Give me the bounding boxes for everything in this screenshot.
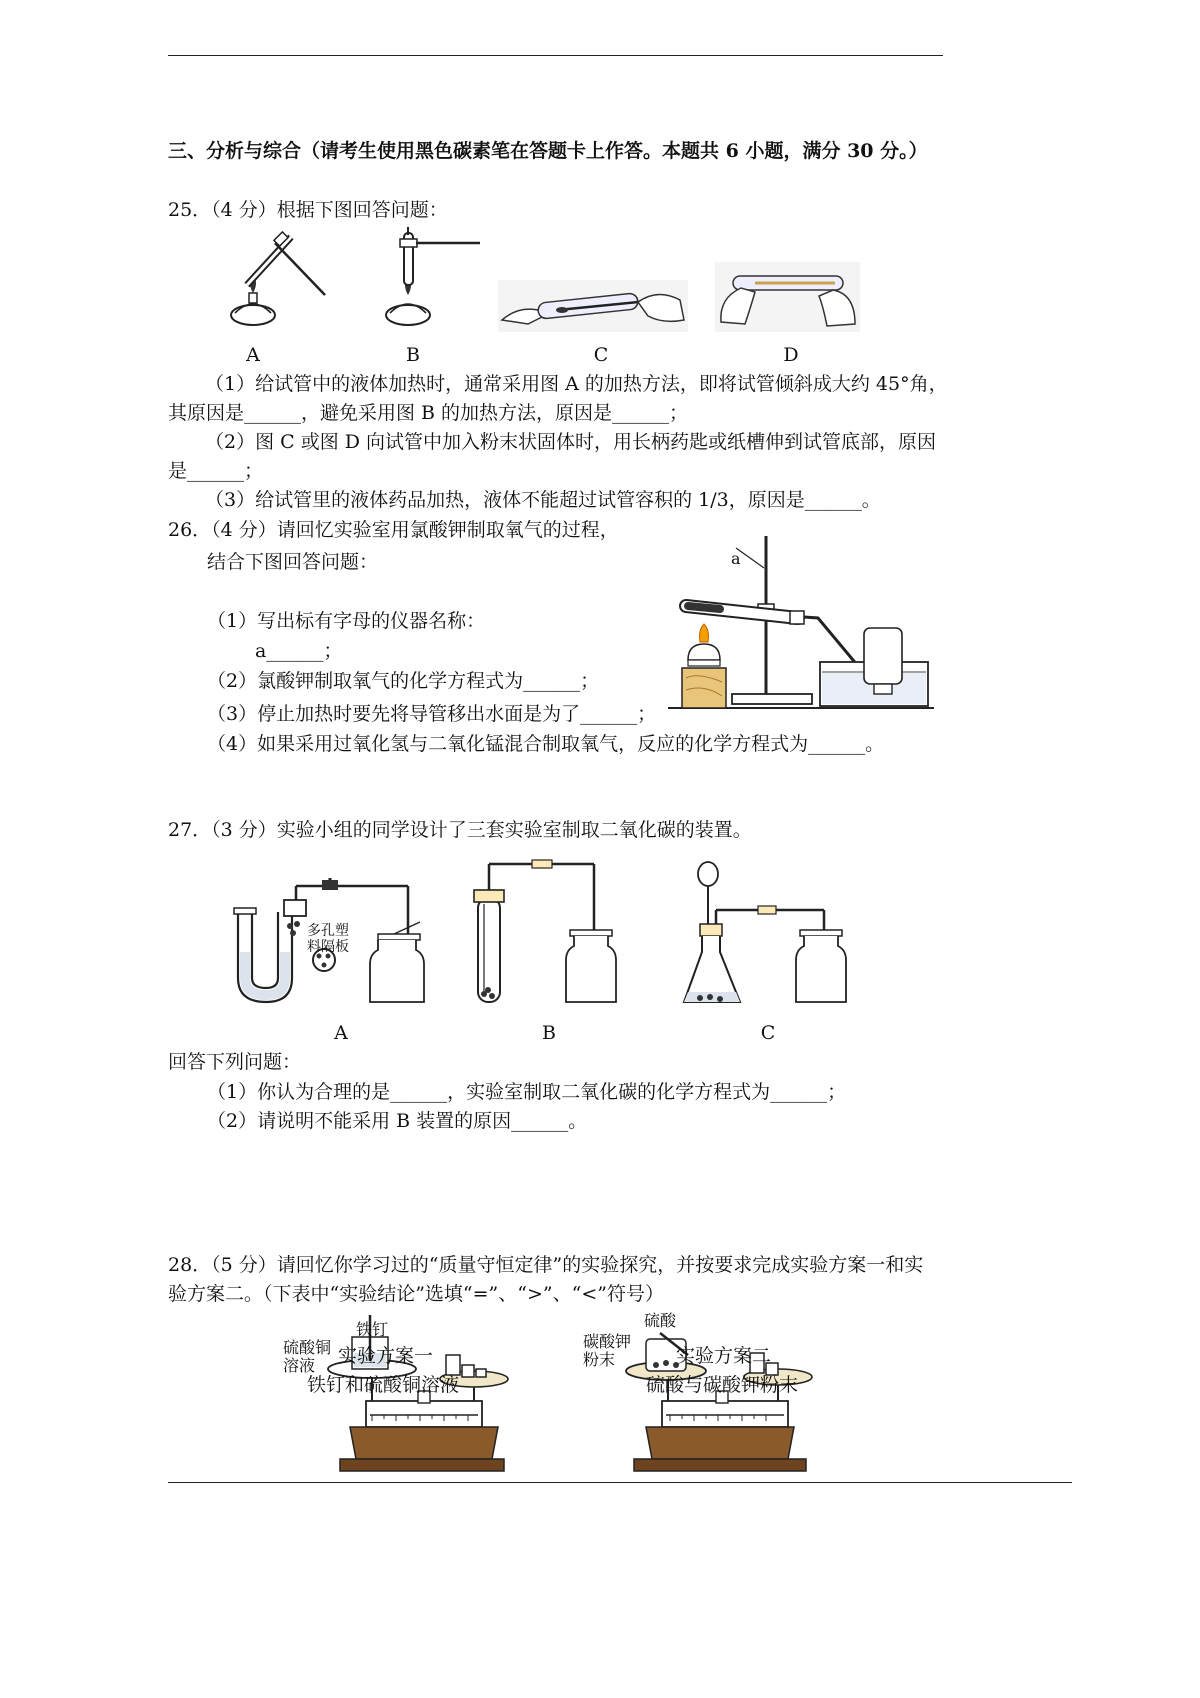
q25-line3: （2）图 C 或图 D 向试管中加入粉末状固体时，用长柄药匙或纸槽伸到试管底部，原因 [205,431,937,453]
q27-figure-c [680,860,850,1010]
q25-line5: （3）给试管里的液体药品加热，液体不能超过试管容积的 1/3，原因是______。 [205,489,881,511]
q27-line2: （2）请说明不能采用 B 装置的原因______。 [207,1110,588,1132]
q26-line3: （2）氯酸钾制取氧气的化学方程式为______； [207,670,600,692]
q26-subtitle: 结合下图回答问题： [207,551,379,573]
q28-balance-figure-2 [620,1315,820,1485]
q25-label-a: A [246,344,260,366]
q25-figure-d [715,262,860,332]
q28-fig1-label-solution-2: 溶液 [283,1356,316,1375]
q26-title: 26．（4 分）请回忆实验室用氯酸钾制取氧气的过程， [168,519,619,541]
q25-figure-a [225,225,335,335]
q28-line1: 28．（5 分）请回忆你学习过的“质量守恒定律”的实验探究，并按要求完成实验方案一和实 [168,1254,924,1276]
q26-apparatus-figure [668,532,938,712]
q27-annotation-line2: 料隔板 [307,939,349,955]
q27-figure-b [470,860,630,1010]
top-rule [168,55,943,56]
q27-label-a: A [334,1022,348,1044]
q28-line2: 验方案二。（下表中“实验结论”选填“=”、“>”、“<”符号） [168,1283,664,1305]
q28-fig1-label-solution-1: 硫酸铜 [283,1338,332,1357]
q27-line1: （1）你认为合理的是______，实验室制取二氧化碳的化学方程式为______； [207,1081,847,1103]
q25-label-c: C [593,344,609,366]
q25-figure-b [380,225,490,335]
q28-fig2-plan: 实验方案二 [676,1345,772,1367]
q25-line4: 是______； [168,460,264,482]
q25-line2: 其原因是______，避免采用图 B 的加热方法，原因是______； [168,402,689,424]
q28-fig1-label-nail: 铁钉 [356,1320,389,1339]
q25-figure-c [498,280,688,332]
q27-annotation-line1: 多孔塑 [307,923,349,939]
q26-label-a: a [731,549,741,568]
q25-title: 25．（4 分）根据下图回答问题： [168,199,448,221]
q25-label-b: B [406,344,420,366]
q26-line4: （3）停止加热时要先将导管移出水面是为了______； [207,703,657,725]
q26-line5: （4）如果采用过氧化氢与二氧化锰混合制取氧气，反应的化学方程式为______。 [207,733,885,755]
q26-line1: （1）写出标有字母的仪器名称： [207,610,486,632]
q28-fig2-label-powder-2: 粉末 [583,1350,616,1369]
section-heading: 三、分析与综合（请考生使用黑色碳素笔在答题卡上作答。本题共 6 小题，满分 30 分。） [168,140,928,162]
q27-label-c: C [760,1022,776,1044]
q28-fig2-label-powder-1: 碳酸钾 [583,1332,632,1351]
q27-label-b: B [542,1022,556,1044]
q28-fig2-label-acid: 硫酸 [644,1311,677,1330]
q28-fig2-caption: 硫酸与碳酸钾粉末 [646,1374,799,1396]
q27-prompt: 回答下列问题： [168,1051,302,1073]
q28-balance-figure-1 [310,1315,510,1485]
q26-line2: a______； [255,640,343,662]
q28-fig1-caption: 铁钉和硫酸铜溶液 [307,1374,460,1396]
q28-fig1-plan: 实验方案一 [338,1345,434,1367]
q25-label-d: D [783,344,799,366]
q25-line1: （1）给试管中的液体加热时，通常采用图 A 的加热方法，即将试管倾斜成大约 45°角， [205,373,948,395]
q27-title: 27．（3 分）实验小组的同学设计了三套实验室制取二氧化碳的装置。 [168,819,752,841]
